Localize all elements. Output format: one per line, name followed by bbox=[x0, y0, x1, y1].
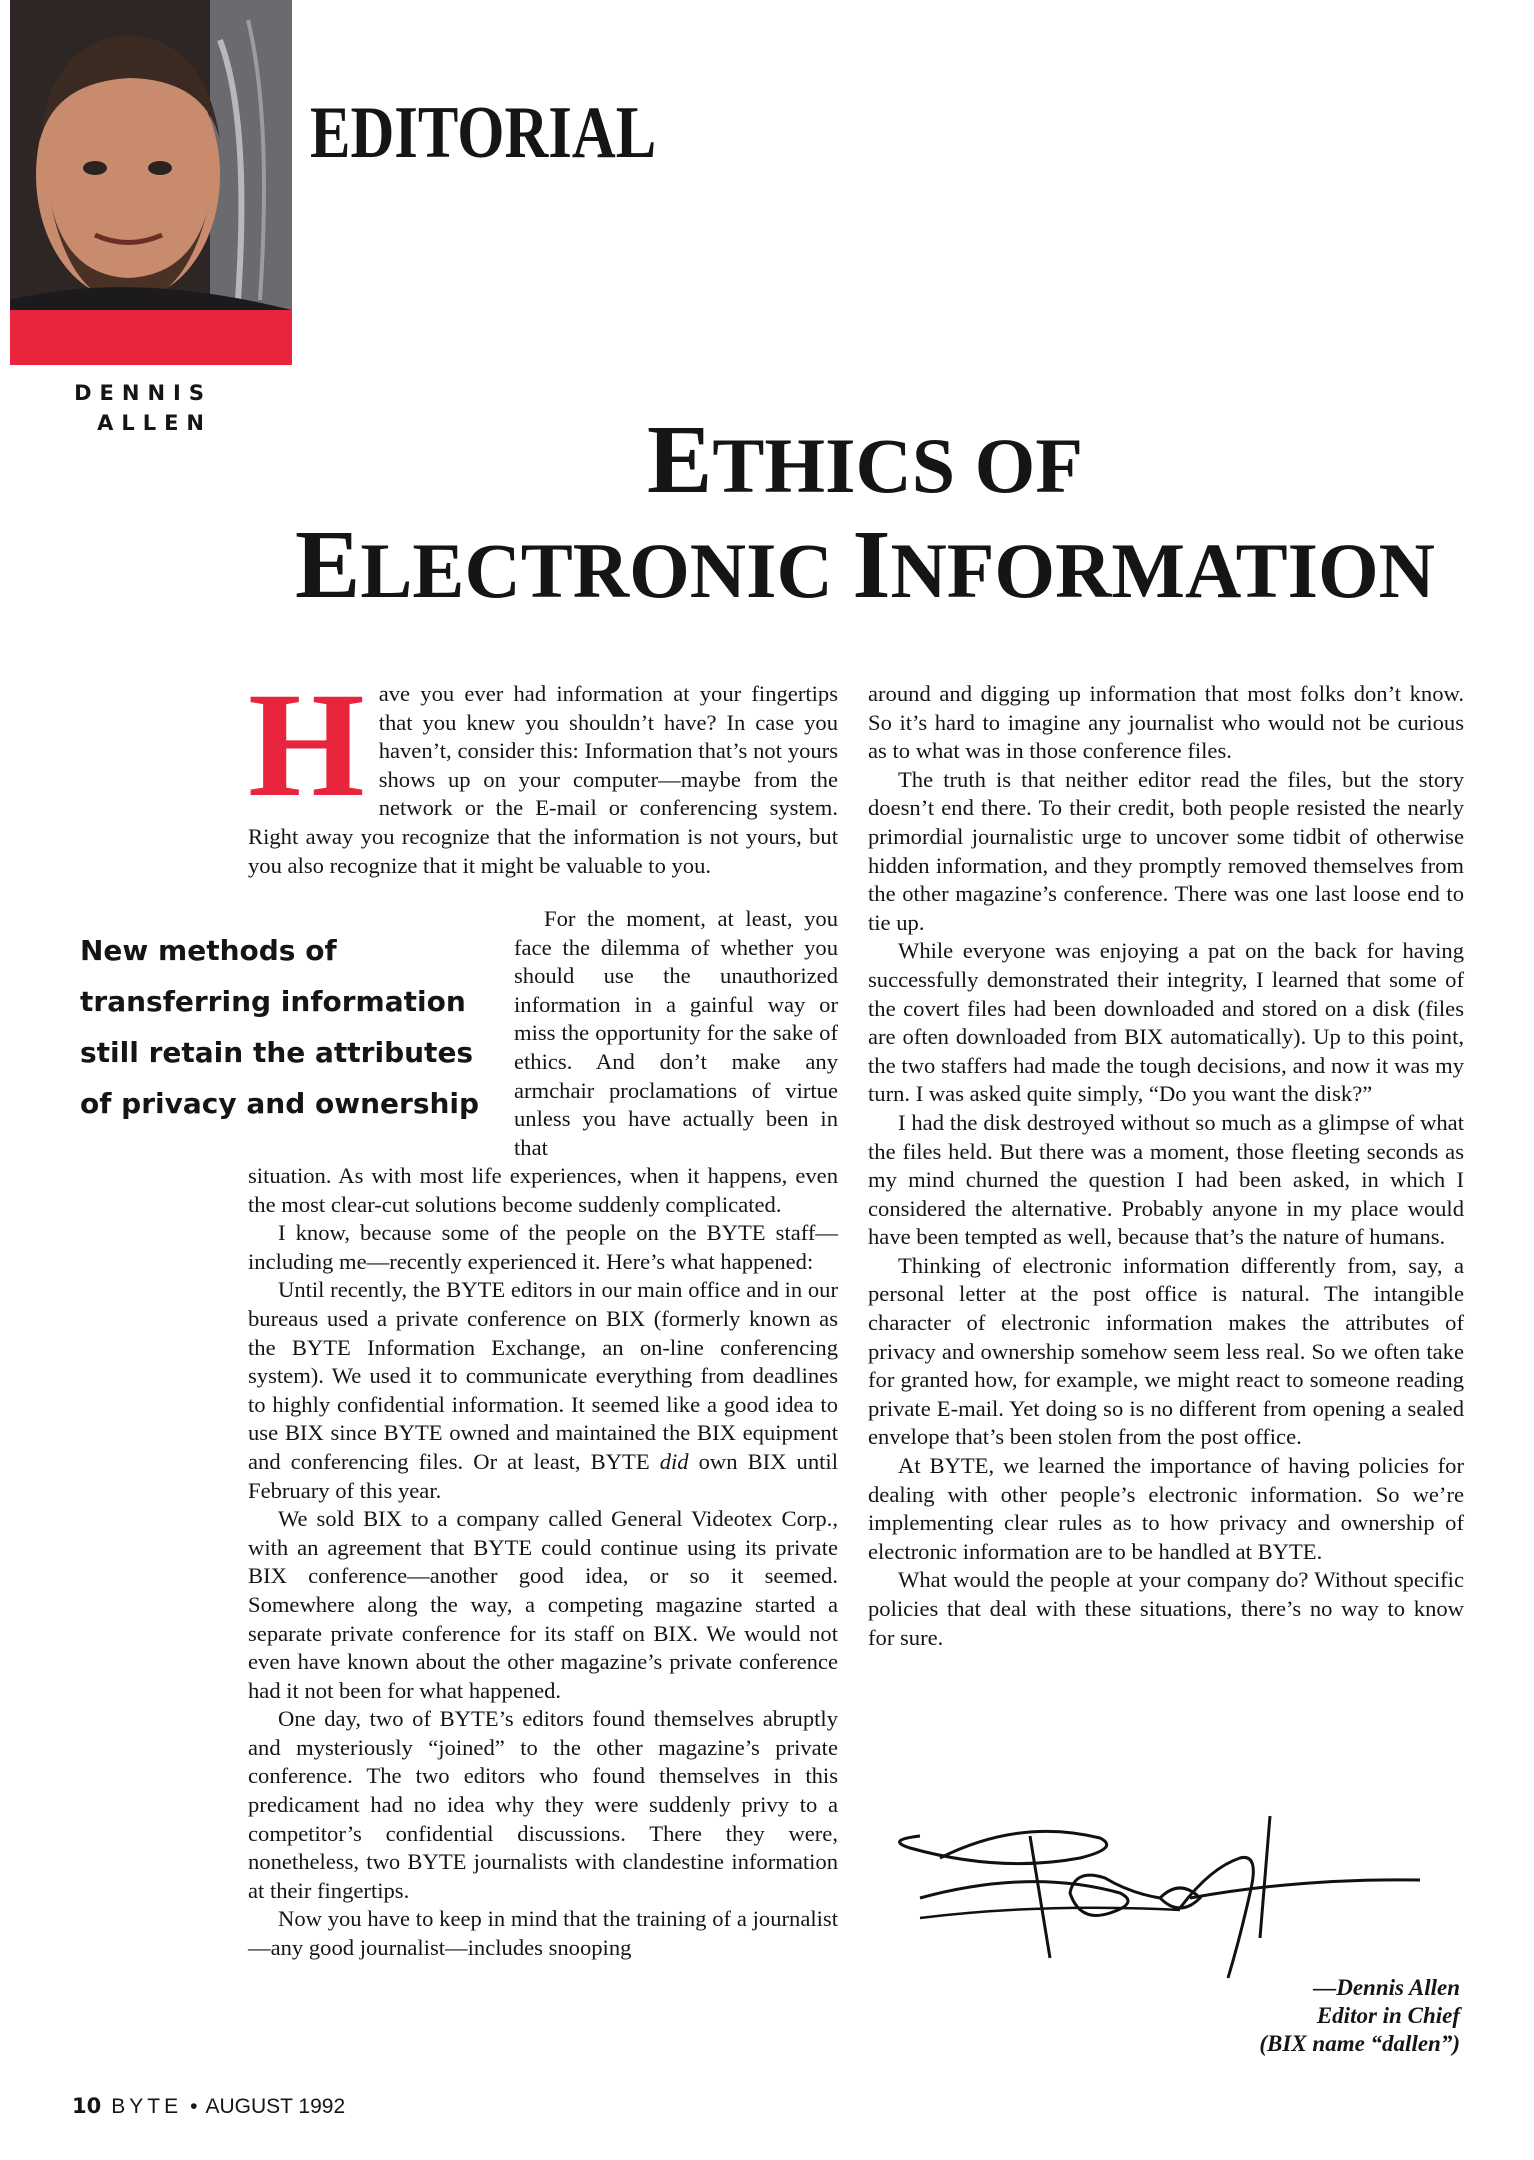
page-footer bbox=[72, 2094, 345, 2119]
paragraph: around and digging up information that most folks don’t know. So it’s hard to imagine any journalist who would not be curious as to what was in those conference files. bbox=[868, 681, 1464, 764]
author-portrait-image bbox=[10, 0, 292, 365]
paragraph: Thinking of electronic information differently from, say, a personal letter at the post office is natural. The intangible character of electronic information makes the attributes of privacy and ownership somehow seem less real. So we often take for granted how, for example, we might react to someone reading private E-mail. Yet doing so is no different from opening a sealed envelope that’s been stolen from the post office. bbox=[868, 1252, 1464, 1450]
article-intro bbox=[248, 662, 838, 880]
paragraph: For the moment, at least, you face the dilemma of whether you should use the unauthorized information in a gainful way or miss the opportunity for the sake of ethics. And don’t make any armchair proclamations of virtue unless you have actually been in that bbox=[514, 906, 838, 1160]
signoff bbox=[1100, 1974, 1460, 2058]
headline-line-1: ETHICS OF bbox=[647, 406, 1083, 514]
signoff-bix-name: (BIX name “dallen”) bbox=[1259, 2031, 1460, 2056]
author-last-name: ALLEN bbox=[97, 411, 212, 435]
issue-date: AUGUST 1992 bbox=[205, 2095, 346, 2118]
page-number: 10 bbox=[72, 2094, 102, 2118]
signature-graphic bbox=[880, 1798, 1450, 1998]
author-first-name: DENNIS bbox=[74, 381, 212, 405]
article-column-1 bbox=[248, 1162, 838, 1963]
paragraph: Now you have to keep in mind that the training of a journalist—any good journalist—includes snooping bbox=[248, 1906, 838, 1961]
paragraph: ave you ever had information at your fingertips that you knew you shouldn’t have? In case you haven’t, consider this: Information that’s not yours shows up on your computer—maybe from the network or the E-mail or conferencing system. Right away you recognize that the information is not yours, but you also recognize that it might be valuable to you. bbox=[248, 681, 838, 878]
paragraph: Until recently, the BYTE editors in our main office and in our bureaus used a private conference on BIX (formerly known as the BYTE Information Exchange, an on-line conferencing system). We used it to communicate everything from deadlines to highly confidential information. It seemed like a good idea to use BIX since BYTE owned and maintained the BIX equipment and conferencing files. Or at least, BYTE did own BIX until February of this year. bbox=[248, 1277, 838, 1503]
paragraph: The truth is that neither editor read the files, but the story doesn’t end there. To their credit, both people resisted the nearly primordial journalistic urge to uncover some tidbit of otherwise hidden information, and they promptly removed themselves from the other magazine’s conference. There was one last loose end to tie up. bbox=[868, 766, 1464, 935]
paragraph: situation. As with most life experiences, when it happens, even the most clear-cut solutions become suddenly complicated. bbox=[248, 1163, 838, 1217]
author-photo bbox=[10, 0, 292, 365]
article-column-2 bbox=[868, 680, 1464, 1652]
drop-cap: H bbox=[248, 662, 365, 828]
paragraph: I had the disk destroyed without so much as a glimpse of what the files held. But there was a moment, those fleeting seconds as my mind churned the question I had been asked, in which I considered the alternative. Probably anyone in my place would have been tempted as well, because that’s the nature of humans. bbox=[868, 1109, 1464, 1250]
signoff-title: Editor in Chief bbox=[1316, 2003, 1460, 2028]
paragraph: We sold BIX to a company called General Videotex Corp., with an agreement that BYTE could continue using its private BIX conference—another good idea, or so it seemed. Somewhere along the way, a competing magazine started a separate private conference for its staff on BIX. We would not even have known about the other magazine’s private conference had it not been for what happened. bbox=[248, 1506, 838, 1703]
paragraph: At BYTE, we learned the importance of having policies for dealing with other people’s electronic information. So we’re implementing clear rules as to how privacy and ownership of electronic information are to be handled at BYTE. bbox=[868, 1453, 1464, 1564]
section-title: EDITORIAL bbox=[310, 92, 657, 174]
article-narrow-column bbox=[514, 905, 838, 1162]
signoff-name: —Dennis Allen bbox=[1313, 1975, 1460, 2000]
paragraph: What would the people at your company do? Without specific policies that deal with these situations, there’s no way to know for sure. bbox=[868, 1567, 1464, 1650]
signature bbox=[880, 1798, 1450, 1998]
pull-quote: New methods of transferring information still retain the attributes of privacy and ownership bbox=[80, 934, 480, 1120]
paragraph: While everyone was enjoying a pat on the back for having successfully demonstrated their integrity, I learned that some of the covert files had been downloaded and stored on a disk (files are often downloaded from BIX automatically). Up to this point, the two staffers had made the tough decisions, and now it was my turn. I was asked quite simply, “Do you want the disk?” bbox=[868, 938, 1464, 1107]
headline-line-2: ELECTRONIC INFORMATION bbox=[295, 510, 1435, 619]
footer-separator: • bbox=[190, 2095, 198, 2118]
magazine-name: BYTE bbox=[111, 2095, 183, 2118]
article-headline bbox=[240, 408, 1490, 618]
author-byline bbox=[62, 378, 212, 438]
paragraph: One day, two of BYTE’s editors found themselves abruptly and mysteriously “joined” to the other magazine’s private conference. The two editors who found themselves in this predicament had no idea why they were suddenly privy to a competitor’s confidential discussions. There they were, nonetheless, two BYTE journalists with clandestine information at their fingertips. bbox=[248, 1706, 838, 1903]
paragraph: I know, because some of the people on the BYTE staff—including me—recently experienced it. Here’s what happened: bbox=[248, 1220, 838, 1274]
